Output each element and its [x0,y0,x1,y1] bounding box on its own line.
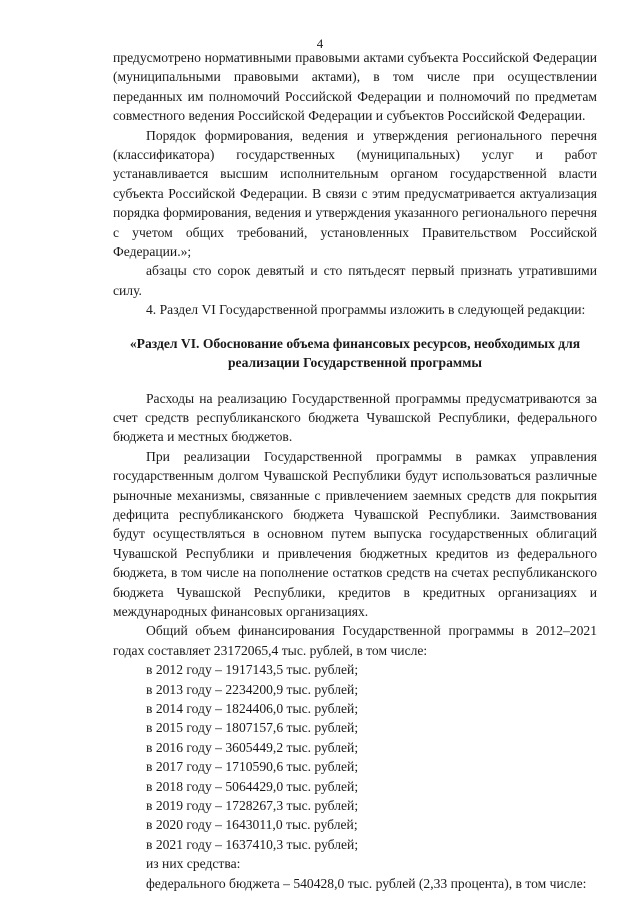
paragraph-continuation: предусмотрено нормативными правовыми актами субъекта Российской Федерации (муниципальными правовыми актами), в том числе при осуществлении переданных им полномочий Российской Федерации и полномочий по предметам совместного ведения Российской Федерации и субъектов Российской Федерации. [113,50,597,124]
list-item: в 2018 году – 5064429,0 тыс. рублей; [146,778,359,794]
list-item: в 2020 году – 1643011,0 тыс. рублей; [146,817,358,833]
list-item: в 2017 году – 1710590,6 тыс. рублей; [146,759,359,775]
paragraph-section-amendment: 4. Раздел VI Государственной программы изложить в следующей редакции: [146,302,586,318]
paragraph-register-procedure: Порядок формирования, ведения и утверждения регионального перечня (классификатора) государственных (муниципальных) услуг и работ устанавливается высшим исполнительным органом государственной власти субъекта Российской Федерации. В связи с этим предусматривается актуализация порядка формирования, ведения и утверждения указанного регионального перечня с учетом общих требований, установленных Правительством Российской Федерации.»; [113,127,597,260]
list-item: в 2013 году – 2234200,9 тыс. рублей; [146,681,359,697]
funding-by-year-list [113,660,597,854]
list-item: в 2015 году – 1807157,6 тыс. рублей; [146,720,359,736]
list-item: в 2014 году – 1824406,0 тыс. рублей; [146,701,359,716]
section-heading: «Раздел VI. Обоснование объема финансовых ресурсов, необходимых для реализации Государственной программы [129,335,581,371]
page-number: 4 [316,36,324,51]
list-item: в 2019 году – 1728267,3 тыс. рублей; [146,798,359,814]
list-item: в 2021 году – 1637410,3 тыс. рублей; [146,836,359,852]
paragraph-debt-management: При реализации Государственной программы в рамках управления государственным долгом Чувашской Республики будут использоваться различные рыночные механизмы, связанные с привлечением заемных средств для покрытия дефицита республиканского бюджета Чувашской Республики. Заимствования будут осуществляться в основном путем выпуска государственных облигаций Чувашской Республики и привлечения бюджетных кредитов из федерального бюджета, в том числе на пополнение остатков средств на счетах республиканского бюджета Чувашской Республики, кредитов в кредитных организациях и международных финансовых организациях. [113,448,597,619]
paragraph-total-funding: Общий объем финансирования Государственной программы в 2012–2021 годах составляет 23172065,4 тыс. рублей, в том числе: [113,623,597,658]
paragraph-repeal-clauses: абзацы сто сорок девятый и сто пятьдесят первый признать утратившими силу. [113,263,597,298]
list-item: в 2016 году – 3605449,2 тыс. рублей; [146,739,359,755]
list-item: в 2012 году – 1917143,5 тыс. рублей; [146,662,359,678]
federal-budget-line: федерального бюджета – 540428,0 тыс. рублей (2,33 процента), в том числе: [146,875,587,891]
document-body [113,48,597,893]
sources-intro: из них средства: [146,856,241,872]
paragraph-funding-sources: Расходы на реализацию Государственной программы предусматриваются за счет средств республиканского бюджета Чувашской Республики, федерального бюджета и местных бюджетов. [113,390,597,445]
